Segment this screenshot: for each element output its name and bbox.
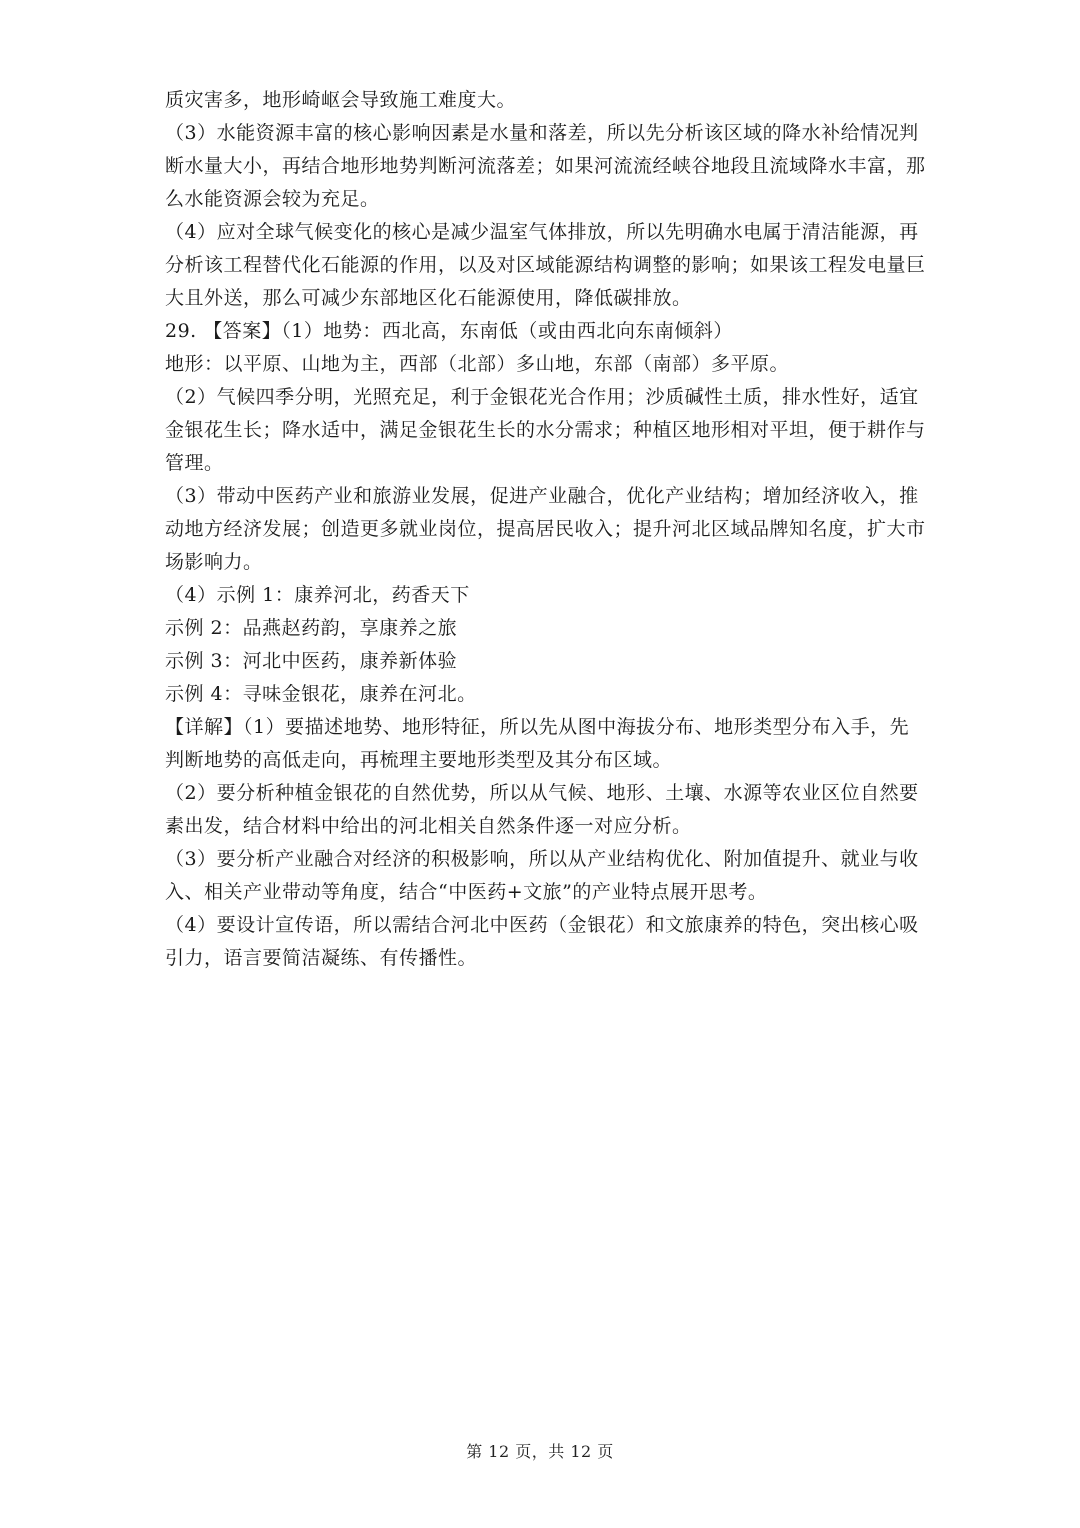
text-line: 判断地势的高低走向，再梳理主要地形类型及其分布区域。 — [165, 749, 673, 771]
text-line: 管理。 — [165, 452, 224, 474]
page-footer: 第 12 页，共 12 页 — [466, 1442, 614, 1461]
text-line: （4）要设计宣传语，所以需结合河北中医药（金银花）和文旅康养的特色，突出核心吸 — [165, 914, 919, 936]
text-line: （4）应对全球气候变化的核心是减少温室气体排放，所以先明确水电属于清洁能源，再 — [165, 221, 919, 243]
text-line: 金银花生长；降水适中，满足金银花生长的水分需求；种植区地形相对平坦，便于耕作与 — [165, 419, 926, 441]
text-line: （3）带动中医药产业和旅游业发展，促进产业融合，优化产业结构；增加经济收入，推 — [165, 485, 919, 507]
text-line: 示例 2：品燕赵药韵，享康养之旅 — [165, 617, 458, 639]
text-line: 素出发，结合材料中给出的河北相关自然条件逐一对应分析。 — [165, 815, 692, 837]
text-line: 么水能资源会较为充足。 — [165, 188, 380, 210]
text-line: 地形：以平原、山地为主，西部（北部）多山地，东部（南部）多平原。 — [165, 353, 790, 375]
text-line: 场影响力。 — [165, 551, 263, 573]
text-line: 示例 4：寻味金银花，康养在河北。 — [165, 683, 477, 705]
text-line: 大且外送，那么可减少东部地区化石能源使用，降低碳排放。 — [165, 287, 692, 309]
text-line: （2）气候四季分明，光照充足，利于金银花光合作用；沙质碱性土质，排水性好，适宜 — [165, 386, 919, 408]
text-line: 质灾害多，地形崎岖会导致施工难度大。 — [165, 89, 517, 111]
text-line: （3）水能资源丰富的核心影响因素是水量和落差，所以先分析该区域的降水补给情况判 — [165, 122, 919, 144]
text-line: 入、相关产业带动等角度，结合“中医药+文旅”的产业特点展开思考。 — [165, 881, 768, 903]
text-line: 29. 【答案】（1）地势：西北高，东南低（或由西北向东南倾斜） — [165, 320, 733, 342]
answer-text-body — [165, 84, 926, 975]
text-line: 分析该工程替代化石能源的作用，以及对区域能源结构调整的影响；如果该工程发电量巨 — [165, 254, 926, 276]
text-line: 动地方经济发展；创造更多就业岗位，提高居民收入；提升河北区域品牌知名度，扩大市 — [165, 518, 926, 540]
text-line: （4）示例 1：康养河北，药香天下 — [165, 584, 470, 606]
text-line: 引力，语言要简洁凝练、有传播性。 — [165, 947, 478, 969]
text-line: （2）要分析种植金银花的自然优势，所以从气候、地形、土壤、水源等农业区位自然要 — [165, 782, 919, 804]
text-line: 示例 3：河北中医药，康养新体验 — [165, 650, 458, 672]
text-line: 断水量大小，再结合地形地势判断河流落差；如果河流流经峡谷地段且流域降水丰富，那 — [165, 155, 926, 177]
text-line: （3）要分析产业融合对经济的积极影响，所以从产业结构优化、附加值提升、就业与收 — [165, 848, 919, 870]
text-line: 【详解】（1）要描述地势、地形特征，所以先从图中海拔分布、地形类型分布入手，先 — [165, 716, 910, 738]
